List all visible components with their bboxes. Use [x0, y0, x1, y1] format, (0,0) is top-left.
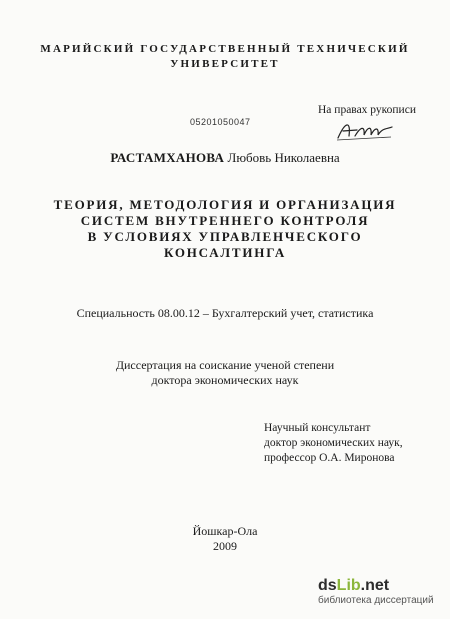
scientific-consultant [264, 421, 403, 466]
logo-prefix: ds [318, 577, 337, 594]
consultant-line-1: Научный консультант [264, 422, 371, 434]
author-surname: РАСТАМХАНОВА [110, 150, 225, 165]
watermark [318, 578, 448, 607]
signature-icon [335, 118, 395, 144]
watermark-subtitle: библиотека диссертаций [318, 595, 434, 606]
title-line: СИСТЕМ ВНУТРЕННЕГО КОНТРОЛЯ [80, 213, 370, 228]
title-line: КОНСАЛТИНГА [163, 245, 287, 260]
rights-note: На правах рукописи [318, 104, 416, 116]
dissertation-title [0, 197, 450, 261]
university-line-1: МАРИЙСКИЙ ГОСУДАРСТВЕННЫЙ ТЕХНИЧЕСКИЙ [40, 43, 410, 55]
university-line-2: УНИВЕРСИТЕТ [170, 58, 280, 70]
place-and-year [0, 524, 450, 554]
university-header [0, 42, 450, 72]
year: 2009 [213, 539, 237, 553]
dissertation-degree [0, 358, 450, 388]
author-given-names: Любовь Николаевна [227, 150, 340, 165]
logo-highlight: Lib [336, 577, 361, 594]
registration-code: 05201050047 [190, 117, 251, 127]
consultant-line-2: доктор экономических наук, [264, 437, 403, 449]
specialty: Специальность 08.00.12 – Бухгалтерский учет, статистика [76, 306, 374, 320]
degree-line-1: Диссертация на соискание ученой степени [115, 358, 335, 372]
watermark-logo [318, 578, 448, 594]
logo-suffix: .net [360, 577, 390, 594]
place: Йошкар-Ола [192, 524, 258, 538]
title-line: ТЕОРИЯ, МЕТОДОЛОГИЯ И ОРГАНИЗАЦИЯ [53, 197, 397, 212]
author-name [0, 150, 450, 166]
title-line: В УСЛОВИЯХ УПРАВЛЕНЧЕСКОГО [87, 229, 363, 244]
degree-line-2: доктора экономических наук [151, 373, 299, 387]
consultant-line-3: профессор О.А. Миронова [264, 452, 395, 464]
